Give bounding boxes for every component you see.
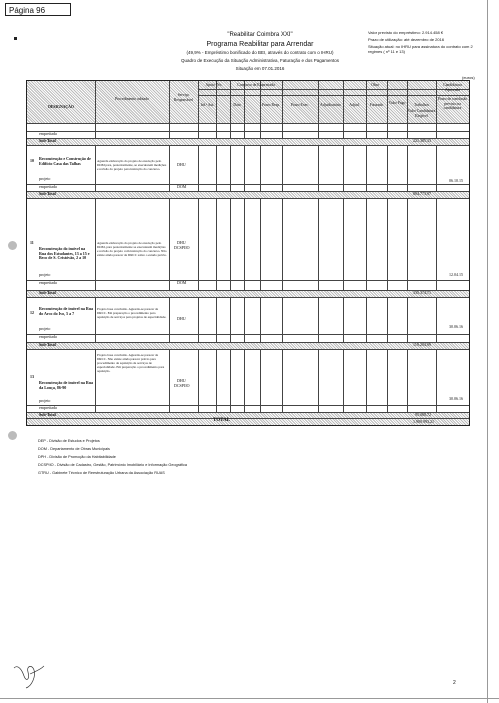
col-valor-candidatura: Valor Candidatura Elegível xyxy=(407,109,436,118)
row12-procedure: Projeto base concluído. Aguarda-se parecer da DRCC. Em preparação o procedimento para aquisição de serviços para projetos de especialidade. xyxy=(97,307,167,319)
row10-service-2: DOM xyxy=(177,184,187,189)
row10-subtotal-label: Sub-Total xyxy=(39,191,56,196)
row11-conclusion-date: 12.04.15 xyxy=(449,272,463,277)
loan-value: Valor previsto do empréstimo: 2.914.458 € xyxy=(368,30,444,35)
col-concurso: Concurso de Empreitada xyxy=(237,83,275,87)
row12-name: Reconstrução de imóvel na Rua do Arco do Ivo, 5 a 7 xyxy=(39,306,93,316)
row11-subtotal-label: Sub-Total xyxy=(39,290,56,295)
page-number: 2 xyxy=(453,680,456,686)
legend-item: DOM - Departamento de Obras Municipais xyxy=(38,447,110,451)
table-title: Quadro de Execução da Situação Administrativa, Faturação e dos Pagamentos xyxy=(180,58,340,63)
row11-service-3: DOM xyxy=(177,280,187,285)
page-edge-right xyxy=(487,0,488,703)
row13-type-projeto: projeto xyxy=(39,398,51,403)
row11-type-projeto: projeto xyxy=(39,272,51,277)
row13-subtotal-label: Sub-Total xyxy=(39,412,56,417)
row12-conclusion-date: 30.06.16 xyxy=(449,324,463,329)
col-prazo-resp: Prazo Resp. xyxy=(261,103,281,107)
total-value: 1.909.993,21 xyxy=(413,419,434,424)
col-valor-pago: Valor Pago xyxy=(388,101,406,105)
row10-number: 10 xyxy=(30,158,34,163)
row12-type-projeto: projeto xyxy=(39,326,51,331)
row13-name: Reconstrução de imóvel na Rua da Louça, 86-90 xyxy=(39,380,93,390)
row13-type-empreitada: empreitada xyxy=(39,405,57,410)
row11-type-empreitada: empreitada xyxy=(39,280,57,285)
program-subtitle: (49,9% - Empréstimo bonificado do BEI, através do contrato com o IHRU) xyxy=(186,50,334,55)
situation-date: Situação em 07.01.2016 xyxy=(235,66,285,71)
row0-subtotal-value: 221.385,33 xyxy=(413,138,431,143)
loan-deadline: Prazo de utilização: até dezembro de 2016 xyxy=(368,37,445,42)
row10-subtotal-shading xyxy=(27,191,469,198)
col-prazo-exec: Prazo Exec. xyxy=(290,103,310,107)
row11-name: Reconstrução do imóvel na Rua dos Estudantes, 13 a 15 e Beco de S. Cristóvão, 2 a 10 xyxy=(39,246,90,261)
row13-procedure: Projeto base concluído. Aguarda-se parecer da DRCC. Não existe ainda parecer prévio para procedimento de aquisição de serviços de especialidade. Em preparação o procedimento para aquisição. xyxy=(97,353,165,373)
binder-hole-2 xyxy=(8,431,17,440)
col-servico: Serviço Responsável xyxy=(173,93,194,102)
row12-service-1: DHU xyxy=(177,316,186,321)
row12-subtotal-label: Sub-Total xyxy=(39,342,56,347)
row11-number: 11 xyxy=(30,240,34,245)
row13-service-2: DCSPIIO xyxy=(174,383,190,388)
row13-service-1: DHU xyxy=(177,378,186,383)
row13-number: 13 xyxy=(30,374,34,379)
row11-subtotal-value: 335.374,71 xyxy=(413,290,431,295)
page-edge-bottom xyxy=(0,698,499,699)
row11-service-1: DHU xyxy=(177,240,186,245)
row13-subtotal-value: 95.088,72 xyxy=(415,412,431,417)
col-adjudicatario: Adjudicatário xyxy=(320,103,341,107)
program-title: Programa Reabilitar para Arrendar xyxy=(206,41,314,48)
legend-item: GTRU - Gabinete Técnico de Reestruturação Urbana da Associação RUAS xyxy=(38,471,165,475)
legend-item: DCSPIIO - Divisão de Cadastro, Gestão, Património Imobiliário e Informação Geográfica xyxy=(38,463,187,467)
row0-subtotal-label: Sub-Total xyxy=(39,138,56,143)
currency-unit: (euros) xyxy=(462,75,475,80)
row10-conclusion-date: 06.10.15 xyxy=(449,178,463,183)
total-shading xyxy=(27,419,469,425)
col-trabalhos: Trabalhos xyxy=(413,103,430,107)
loan-status: Situação atual: no IHRU para assinatura do contrato com 2 regimes ( nº 11 e 13) xyxy=(368,44,473,54)
scan-mark xyxy=(14,37,17,40)
col-obra: Obra xyxy=(371,83,379,87)
col-inf-aut: Inf.ª Aut. xyxy=(200,103,215,107)
col-designacao: DESIGNAÇÃO xyxy=(48,105,74,109)
row10-subtotal-value: 804.773,97 xyxy=(413,191,431,196)
row10-procedure: Aguarda elaboração do projeto de execução pelo DOM para, posteriormente, se executarem medições e revisão do projeto para instrução do concurso. xyxy=(97,159,167,171)
legend-item: DPH - Divisão de Promoção da Habitabilidade xyxy=(38,455,116,459)
col-apoio-tec: Apoio Téc. xyxy=(205,83,223,87)
row10-service-1: DHU xyxy=(177,162,186,167)
page-number-tab: Página 96 xyxy=(5,3,71,16)
document-title: "Reabilitar Coimbra XXI" xyxy=(227,32,293,38)
row11-subtotal-shading xyxy=(27,290,469,297)
row12-number: 12 xyxy=(30,310,34,315)
handwritten-signature xyxy=(12,660,46,690)
row10-type-projeto: projeto xyxy=(39,176,51,181)
row11-procedure: Aguarda elaboração do projeto de execução pelo DOM, para posteriormente se executarem medições e revisão do projeto com instrução do concurso. Não existe ainda parecer da DRCC sobre o estudo prévio. xyxy=(97,241,167,257)
row11-service-2: DCSPIIO xyxy=(174,245,190,250)
col-data: Data xyxy=(233,103,241,107)
binder-hole-1 xyxy=(8,241,17,250)
row0-subtotal-shading xyxy=(27,138,469,145)
col-adjud: Adjud. xyxy=(349,103,360,107)
total-label: TOTAL xyxy=(213,418,231,423)
execution-table xyxy=(26,80,470,426)
row12-type-empreitada: empreitada xyxy=(39,334,57,339)
loan-side-note xyxy=(368,30,488,56)
abbreviation-legend xyxy=(38,437,187,477)
col-faturado: Faturado xyxy=(369,103,384,107)
row12-subtotal-shading xyxy=(27,342,469,349)
row0-type-empreitada: empreitada xyxy=(39,131,57,136)
row10-name: Reconstrução e Construção de Edifício Casa das Talhas xyxy=(39,156,91,166)
row13-conclusion-date: 30.06.16 xyxy=(449,396,463,401)
row10-type-empreitada: empreitada xyxy=(39,184,57,189)
legend-item: DEP - Divisão de Estudos e Projetos xyxy=(38,439,100,443)
col-prazo-conclusao: Prazo de conclusão previsto na candidatura xyxy=(437,97,468,110)
col-candidatura: Candidatura Aprovada xyxy=(443,83,462,92)
col-procedimento: Procedimento adotado xyxy=(114,97,150,101)
row12-subtotal-value: 119.294,99 xyxy=(413,342,431,347)
